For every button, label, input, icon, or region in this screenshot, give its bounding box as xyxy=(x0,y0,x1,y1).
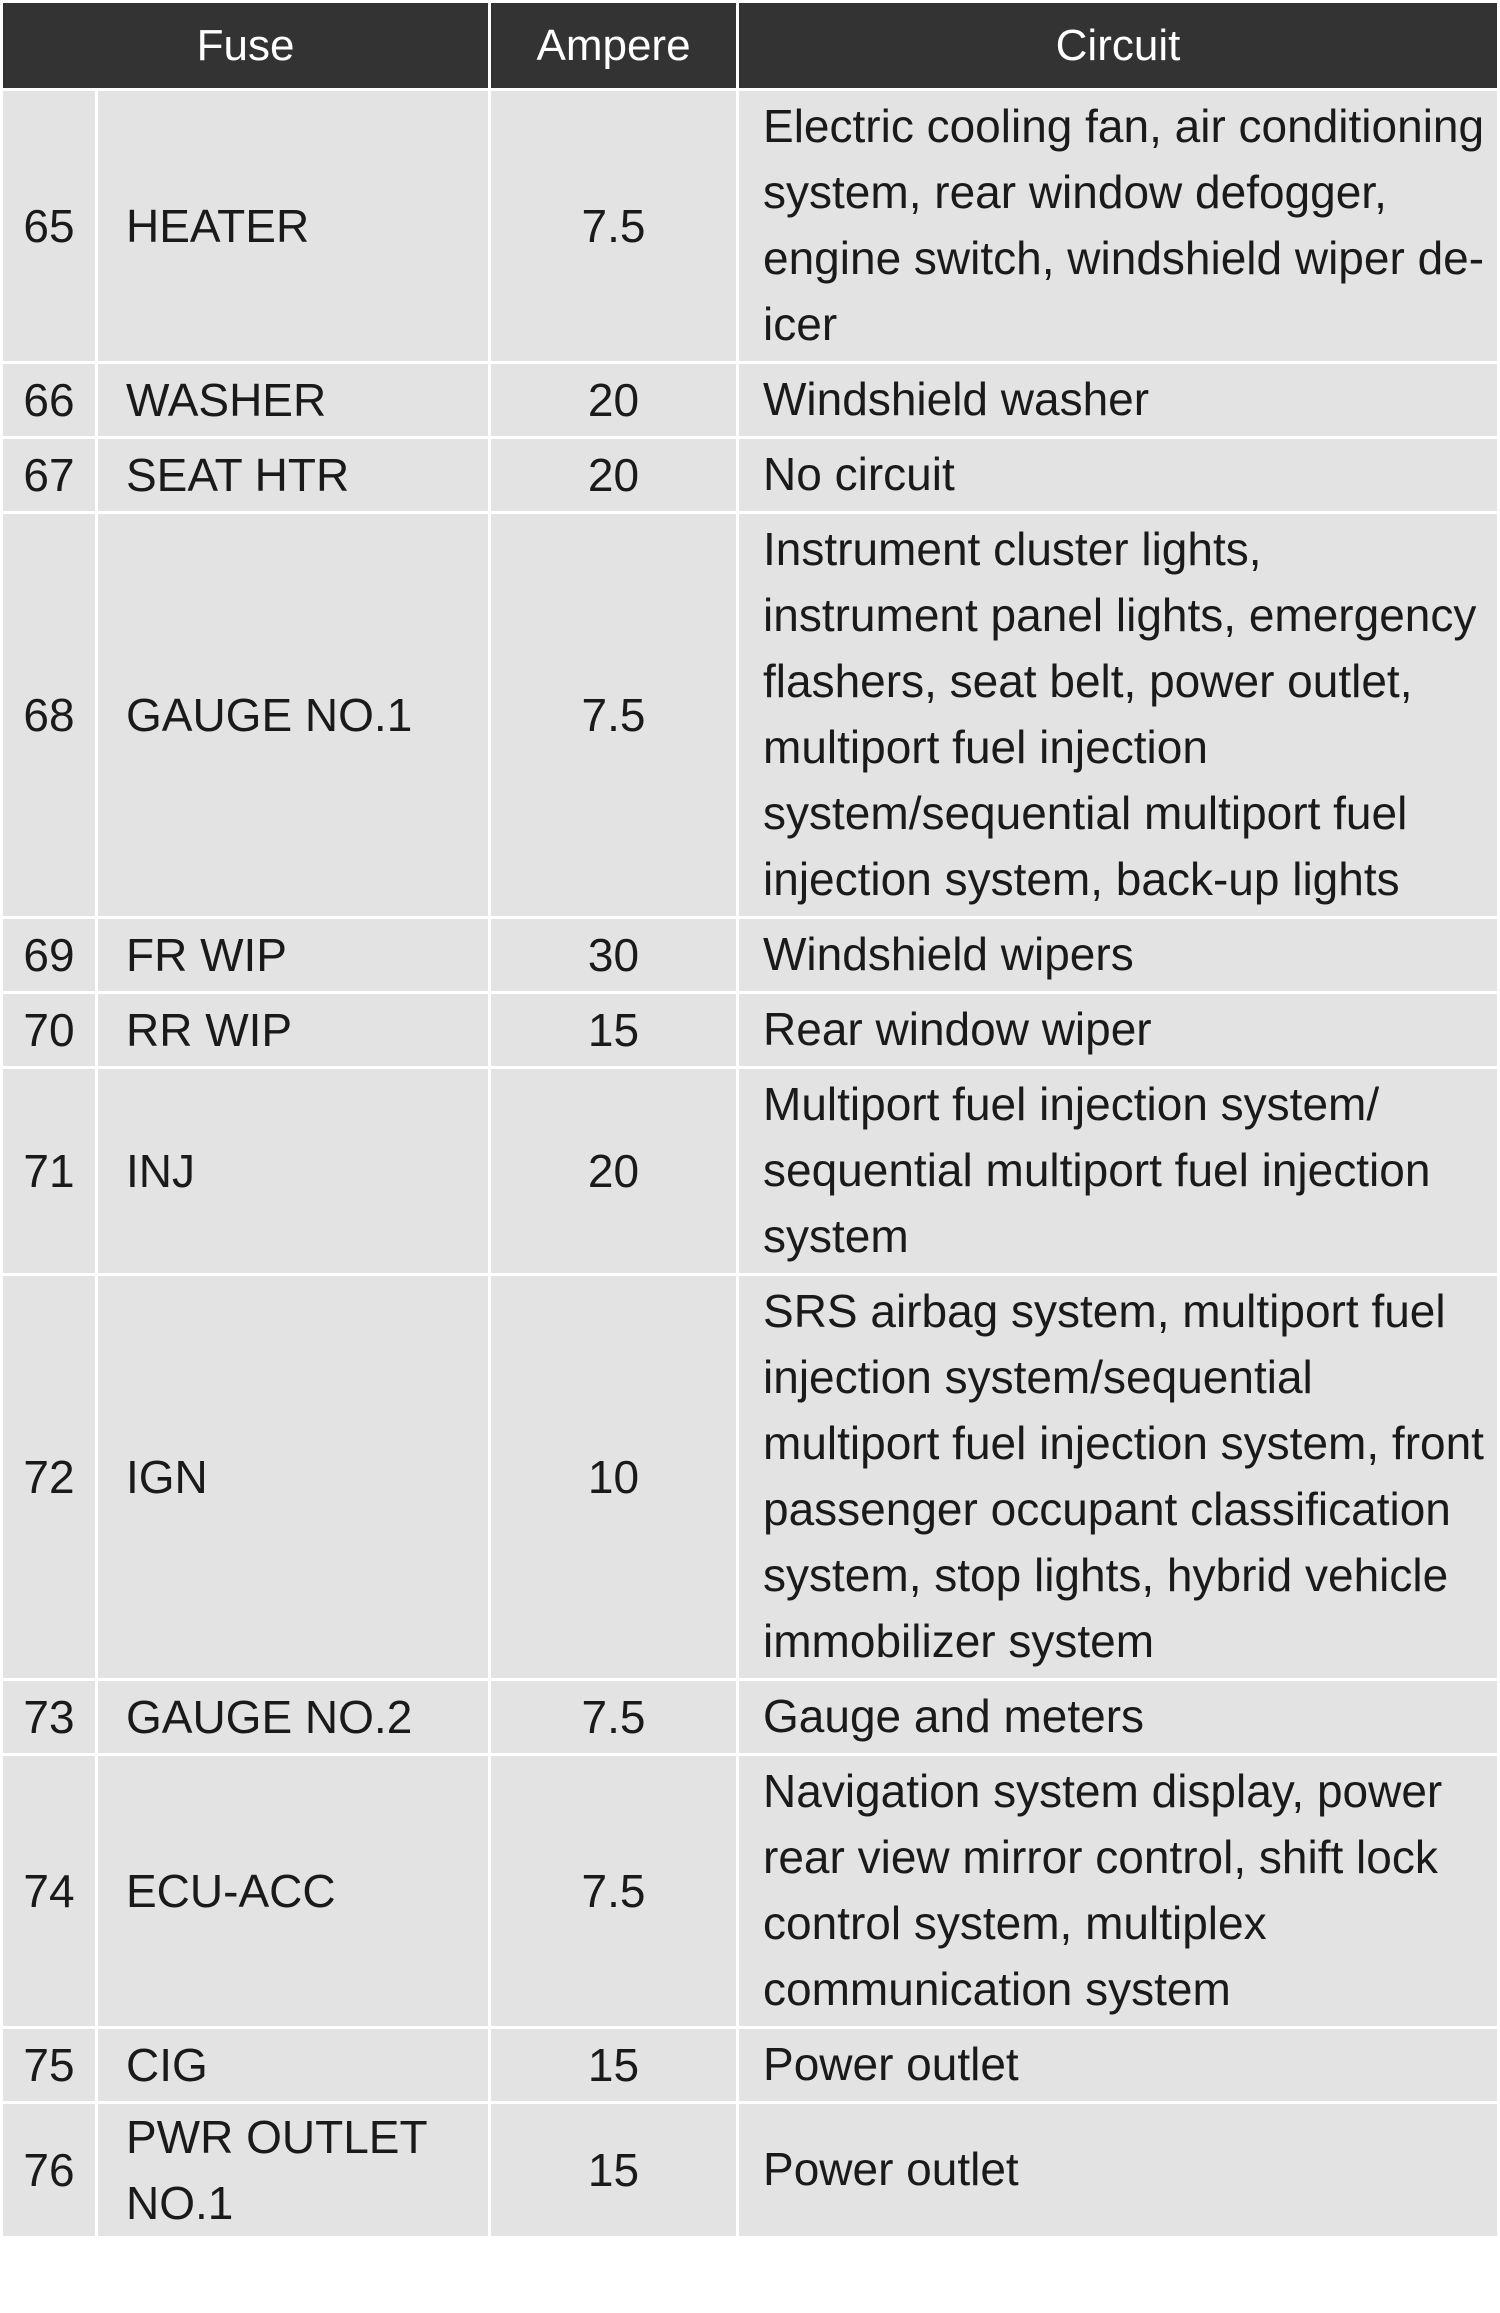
fuse-name: FR WIP xyxy=(98,919,488,991)
fuse-ampere: 20 xyxy=(491,364,736,436)
fuse-ampere: 15 xyxy=(491,2029,736,2101)
table-header xyxy=(3,3,1497,88)
fuse-ampere: 7.5 xyxy=(491,1681,736,1753)
fuse-name: CIG xyxy=(98,2029,488,2101)
fuse-number: 66 xyxy=(3,364,95,436)
header-fuse: Fuse xyxy=(3,3,488,88)
fuse-number: 75 xyxy=(3,2029,95,2101)
fuse-ampere: 10 xyxy=(491,1276,736,1678)
fuse-number: 68 xyxy=(3,514,95,916)
table-row xyxy=(3,514,1497,916)
fuse-circuit: Gauge and meters xyxy=(739,1681,1497,1753)
fuse-circuit: Instrument cluster lights, instrument panel lights, emergency flashers, seat belt, power outlet, multiport fuel injection system/sequential multiport fuel injection system, back-up lights xyxy=(739,514,1497,916)
fuse-name: GAUGE NO.1 xyxy=(98,514,488,916)
fuse-circuit: Navigation system display, power rear view mirror control, shift lock control system, multiplex communication system xyxy=(739,1756,1497,2026)
table-row xyxy=(3,2104,1497,2236)
fuse-name: ECU-ACC xyxy=(98,1756,488,2026)
fuse-circuit: Rear window wiper xyxy=(739,994,1497,1066)
fuse-name: INJ xyxy=(98,1069,488,1273)
fuse-number: 67 xyxy=(3,439,95,511)
table-row xyxy=(3,1756,1497,2026)
fuse-circuit: Multiport fuel injection system/ sequential multiport fuel injection system xyxy=(739,1069,1497,1273)
fuse-name: GAUGE NO.2 xyxy=(98,1681,488,1753)
table-row xyxy=(3,2029,1497,2101)
table-row xyxy=(3,1276,1497,1678)
table-row xyxy=(3,994,1497,1066)
fuse-circuit: Windshield washer xyxy=(739,364,1497,436)
fuse-circuit: No circuit xyxy=(739,439,1497,511)
header-row xyxy=(3,3,1497,88)
table-body xyxy=(3,91,1497,2236)
fuse-circuit: Windshield wipers xyxy=(739,919,1497,991)
fuse-ampere: 7.5 xyxy=(491,91,736,361)
table-row xyxy=(3,919,1497,991)
fuse-circuit: Electric cooling fan, air conditioning system, rear window defogger, engine switch, windshield wiper de-icer xyxy=(739,91,1497,361)
fuse-ampere: 20 xyxy=(491,439,736,511)
fuse-ampere: 20 xyxy=(491,1069,736,1273)
fuse-number: 71 xyxy=(3,1069,95,1273)
fuse-number: 76 xyxy=(3,2104,95,2236)
fuse-ampere: 15 xyxy=(491,2104,736,2236)
table-row xyxy=(3,364,1497,436)
fuse-number: 74 xyxy=(3,1756,95,2026)
header-ampere: Ampere xyxy=(491,3,736,88)
table-row xyxy=(3,1681,1497,1753)
table-row xyxy=(3,91,1497,361)
fuse-number: 72 xyxy=(3,1276,95,1678)
table-row xyxy=(3,439,1497,511)
table-row xyxy=(3,1069,1497,1273)
fuse-ampere: 7.5 xyxy=(491,1756,736,2026)
fuse-name: PWR OUTLET NO.1 xyxy=(98,2104,488,2236)
fuse-circuit: SRS airbag system, multiport fuel injection system/sequential multiport fuel injection system, front passenger occupant classification system, stop lights, hybrid vehicle immobilizer system xyxy=(739,1276,1497,1678)
fuse-name: WASHER xyxy=(98,364,488,436)
fuse-circuit: Power outlet xyxy=(739,2104,1497,2236)
fuse-name: HEATER xyxy=(98,91,488,361)
fuse-ampere: 7.5 xyxy=(491,514,736,916)
fuse-number: 70 xyxy=(3,994,95,1066)
fuse-ampere: 30 xyxy=(491,919,736,991)
header-circuit: Circuit xyxy=(739,3,1497,88)
fuse-ampere: 15 xyxy=(491,994,736,1066)
fuse-name: SEAT HTR xyxy=(98,439,488,511)
fuse-number: 69 xyxy=(3,919,95,991)
fuse-number: 65 xyxy=(3,91,95,361)
fuse-circuit: Power outlet xyxy=(739,2029,1497,2101)
fuse-number: 73 xyxy=(3,1681,95,1753)
fuse-name: IGN xyxy=(98,1276,488,1678)
fuse-name: RR WIP xyxy=(98,994,488,1066)
